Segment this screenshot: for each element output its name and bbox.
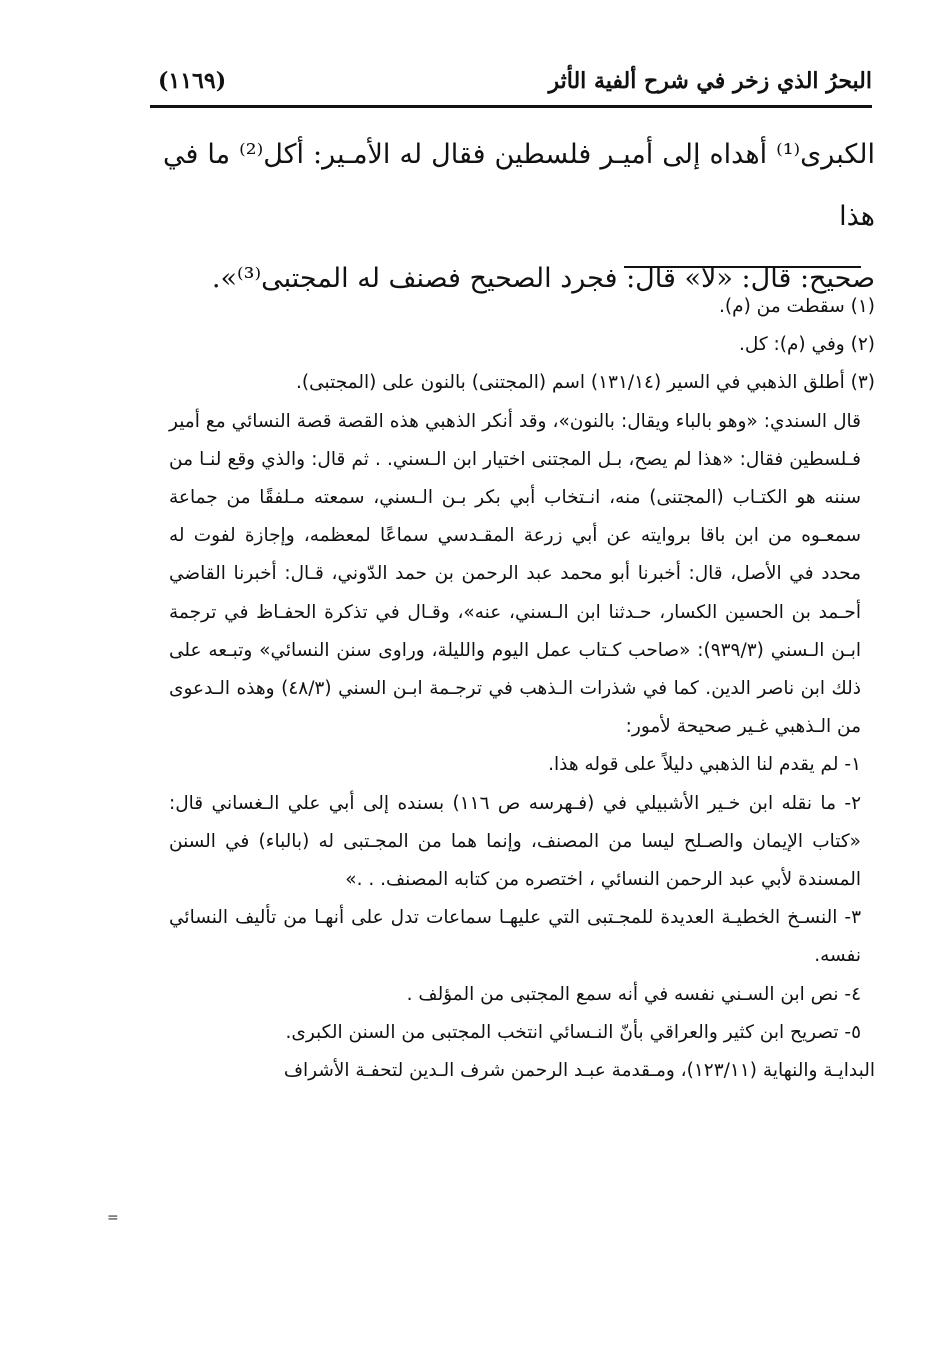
footnote-list-item: ٢- ما نقله ابن خـير الأشبيلي في (فـهرسه ص ١١٦) بسنده إلى أبي علي الـغساني قال: «كتاب الإيمان والصـلح ليسا من المصنف، وإنما هما من المجـتبى له (بالباء) في السنن المسندة لأبي عبد الرحمن النسائي ، اختصره من كتابه المصنف. . .» [169,792,861,891]
footnote-2: (٢) وفي (م): كل. [738,334,875,356]
header-rule [150,105,872,108]
page-header [150,62,872,108]
footnote-separator [624,266,861,268]
footnote-list-item: ١- لم يقدم لنا الذهبي دليلاً على قوله هذا. [548,754,861,776]
main-text-line: صحيح: قال: «لا» قال: فجرد الصحيح فصنف له المجتبى⁽³⁾». [211,263,875,294]
main-text [163,124,875,310]
footnote-list-item: ٥- تصريح ابن كثير والعراقي بأنّ النـسائي انتخب المجتبى من السنن الكبرى. [285,1021,861,1043]
footnote-list-item: ٣- النسـخ الخطيـة العديدة للمجـتبى التي عليهـا سماعات تدل على أنهـا من تأليف النسائي نفسه. [169,907,861,967]
footnotes [169,288,875,1090]
footnote-continuation-line: البدايـة والنهاية (١٢٣/١١)، ومـقدمة عبـد الرحمن شرف الـدين لتحفـة الأشراف [283,1060,875,1082]
page-number: (١١٦٩) [158,68,227,94]
main-text-line: الكبرى⁽¹⁾ أهداه إلى أميـر فلسطين فقال له الأمـير: أكل⁽²⁾ ما في هذا [163,139,875,232]
continuation-mark: = [107,1210,119,1226]
footnote-list-item: ٤- نص ابن السـني نفسه في أنه سمع المجتبى من المؤلف . [406,983,861,1005]
running-title: البحرُ الذي زخر في شرح ألفية الأثر [548,68,872,94]
footnote-1: (١) سقطت من (م). [719,296,875,317]
footnote-3-paragraph: قال السندي: «وهو بالباء ويقال: بالنون»، وقد أنكر الذهبي هذه القصة قصة النسائي مع أمير فـلسطين فقال: «هذا لم يصح، بـل المجتنى اختيار ابن الـسني. . ثم قال: والذي وقع لنـا من سننه هو الكتـاب (المجتنى) منه، انـتخاب أبي بكر بـن الـسني، سمعته مـلفقًا من جماعة سمعـوه من ابن باقا بروايته عن أبي زرعة المقـدسي سماعًا لمعظمه، وإجازة لفوت له محدد في الأصل، قال: أخبرنا أبو محمد عبد الرحمن بن حمد الدّوني، قـال: أخبرنا القاضي أحـمد بن الحسين الكسار، حـدثنا ابن الـسني، عنه»، وقـال في تذكرة الحفـاظ في ترجمة ابـن الـسني (٩٣٩/٣): «صاحب كـتاب عمل اليوم والليلة، وراوى سنن النسائي» وتبـعه على ذلك ابن ناصر الدين. كما في شذرات الـذهب في ترجـمة ابـن السني (٤٨/٣) وهذه الـدعوى من الـذهبي غـير صحيحة لأمور: [169,410,861,738]
footnote-3: (٣) أطلق الذهبي في السير (١٣١/١٤) اسم (المجتنى) بالنون على (المجتبى). [296,372,875,394]
